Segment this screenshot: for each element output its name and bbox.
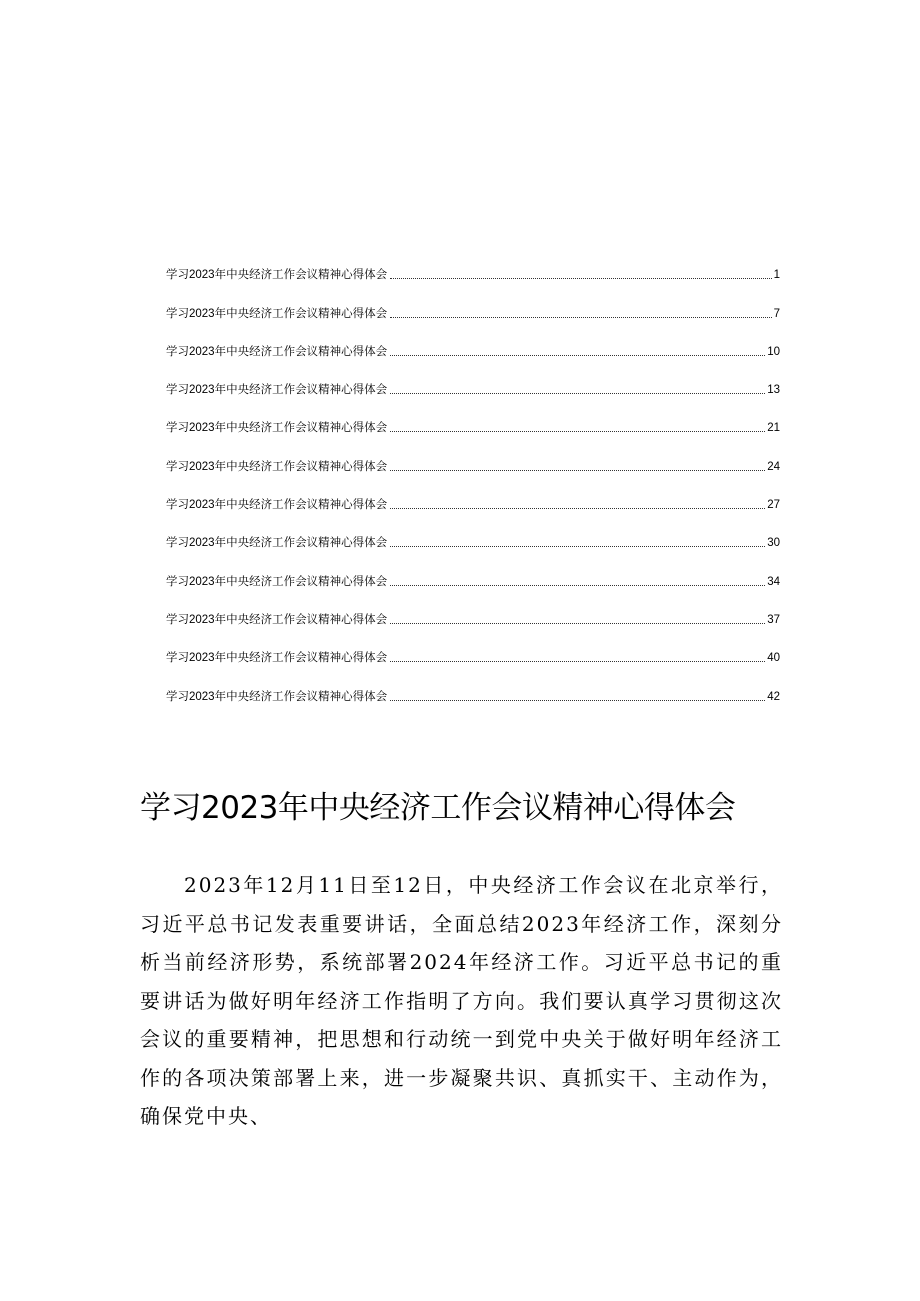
toc-leader-dots [390,661,765,662]
toc-leader-dots [390,278,772,279]
toc-entry[interactable] [166,474,780,512]
toc-leader-dots [390,623,765,624]
toc-entry-title: 学习2023年中央经济工作会议精神心得体会 [166,460,388,473]
toc-entry-page: 21 [767,422,780,435]
toc-entry-title: 学习2023年中央经济工作会议精神心得体会 [166,345,388,358]
toc-entry-title: 学习2023年中央经济工作会议精神心得体会 [166,575,388,588]
toc-entry-title: 学习2023年中央经济工作会议精神心得体会 [166,613,388,626]
toc-entry-page: 10 [767,345,780,358]
toc-leader-dots [390,470,765,471]
toc-entry-page: 24 [767,460,780,473]
toc-entry[interactable] [166,282,780,320]
toc-entry[interactable] [166,397,780,435]
toc-entry-page: 13 [767,384,780,397]
toc-leader-dots [390,700,765,701]
toc-entry-page: 42 [767,690,780,703]
toc-leader-dots [390,317,772,318]
toc-entry[interactable] [166,359,780,397]
toc-entry[interactable] [166,244,780,282]
toc-leader-dots [390,508,765,509]
toc-entry-page: 27 [767,499,780,512]
table-of-contents [166,244,780,704]
toc-entry[interactable] [166,321,780,359]
toc-entry-page: 30 [767,537,780,550]
toc-entry[interactable] [166,589,780,627]
toc-entry-page: 37 [767,613,780,626]
toc-entry[interactable] [166,627,780,665]
toc-entry-title: 学习2023年中央经济工作会议精神心得体会 [166,269,388,282]
toc-entry-page: 34 [767,575,780,588]
toc-entry[interactable] [166,550,780,588]
toc-entry-title: 学习2023年中央经济工作会议精神心得体会 [166,537,388,550]
article-title: 学习2023年中央经济工作会议精神心得体会 [140,790,736,826]
toc-leader-dots [390,585,765,586]
toc-entry-page: 1 [773,269,780,282]
toc-entry[interactable] [166,435,780,473]
toc-entry[interactable] [166,665,780,703]
toc-entry-title: 学习2023年中央经济工作会议精神心得体会 [166,499,388,512]
toc-entry-page: 7 [773,307,780,320]
toc-entry-title: 学习2023年中央经济工作会议精神心得体会 [166,422,388,435]
toc-entry-title: 学习2023年中央经济工作会议精神心得体会 [166,307,388,320]
toc-entry-title: 学习2023年中央经济工作会议精神心得体会 [166,384,388,397]
toc-leader-dots [390,431,765,432]
toc-entry-title: 学习2023年中央经济工作会议精神心得体会 [166,652,388,665]
toc-entry-title: 学习2023年中央经济工作会议精神心得体会 [166,690,388,703]
toc-leader-dots [390,393,765,394]
article-paragraph: 2023年12月11日至12日，中央经济工作会议在北京举行，习近平总书记发表重要讲话，全面总结2023年经济工作，深刻分析当前经济形势，系统部署2024年经济工作。习近平总书记的重要讲话为做好明年经济工作指明了方向。我们要认真学习贯彻这次会议的重要精神，把思想和行动统一到党中央关于做好明年经济工作的各项决策部署上来，进一步凝聚共识、真抓实干、主动作为，确保党中央、 [140,873,783,1128]
toc-leader-dots [390,546,765,547]
toc-entry[interactable] [166,512,780,550]
toc-leader-dots [390,355,765,356]
toc-entry-page: 40 [767,652,780,665]
